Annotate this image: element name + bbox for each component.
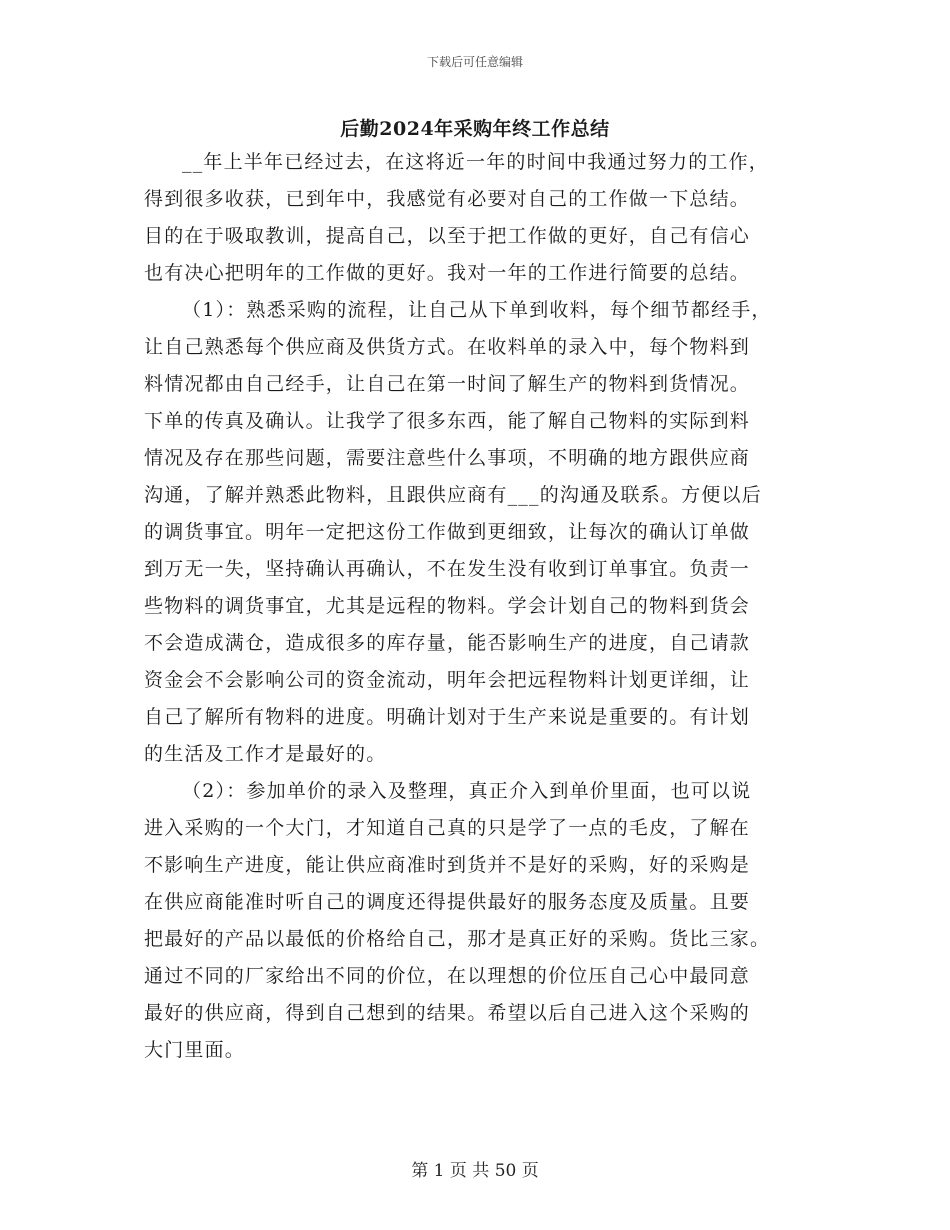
body-line: 情况及存在那些问题，需要注意些什么事项，不明确的地方跟供应商 [144, 447, 751, 469]
body-line: 目的在于吸取教训，提高自己，以至于把工作做的更好，自己有信心 [144, 225, 751, 247]
body-line: 的调货事宜。明年一定把这份工作做到更细致，让每次的确认订单做 [144, 521, 751, 543]
body-line: 大门里面。 [144, 1039, 246, 1061]
body-line: 也有决心把明年的工作做的更好。我对一年的工作进行简要的总结。 [144, 262, 751, 284]
document-title: 后勤2024年采购年终工作总结 [340, 118, 610, 140]
page-header-note: 下载后可任意编辑 [426, 55, 523, 69]
body-line: __年上半年已经过去，在这将近一年的时间中我通过努力的工作， [182, 151, 770, 173]
body-line: 下单的传真及确认。让我学了很多东西，能了解自己物料的实际到料 [144, 410, 751, 432]
body-line: 在供应商能准时听自己的调度还得提供最好的服务态度及质量。且要 [144, 891, 751, 913]
body-line: 的生活及工作才是最好的。 [144, 743, 387, 765]
body-line: 最好的供应商，得到自己想到的结果。希望以后自己进入这个采购的 [144, 1002, 751, 1024]
body-line: 不会造成满仓，造成很多的库存量，能否影响生产的进度，自己请款 [144, 632, 751, 654]
body-line: 些物料的调货事宜，尤其是远程的物料。学会计划自己的物料到货会 [144, 595, 751, 617]
body-line: （2）：参加单价的录入及整理，真正介入到单价里面，也可以说 [182, 780, 752, 802]
body-line: 到万无一失，坚持确认再确认，不在发生没有收到订单事宜。负责一 [144, 558, 751, 580]
body-line: 得到很多收获，已到年中，我感觉有必要对自己的工作做一下总结。 [144, 188, 751, 210]
body-line: （1）：熟悉采购的流程，让自己从下单到收料，每个细节都经手， [182, 299, 772, 321]
body-line: 沟通，了解并熟悉此物料，且跟供应商有___的沟通及联系。方便以后 [144, 484, 762, 506]
page-number: 第 1 页 共 50 页 [411, 1161, 539, 1181]
body-line: 进入采购的一个大门，才知道自己真的只是学了一点的毛皮，了解在 [144, 817, 751, 839]
body-line: 不影响生产进度，能让供应商准时到货并不是好的采购，好的采购是 [144, 854, 751, 876]
body-line: 通过不同的厂家给出不同的价位，在以理想的价位压自己心中最同意 [144, 965, 751, 987]
body-line: 让自己熟悉每个供应商及供货方式。在收料单的录入中，每个物料到 [144, 336, 751, 358]
body-line: 资金会不会影响公司的资金流动，明年会把远程物料计划更详细，让 [144, 669, 751, 691]
body-line: 自己了解所有物料的进度。明确计划对于生产来说是重要的。有计划 [144, 706, 751, 728]
body-line: 料情况都由自己经手，让自己在第一时间了解生产的物料到货情况。 [144, 373, 751, 395]
body-line: 把最好的产品以最低的价格给自己，那才是真正好的采购。货比三家。 [144, 928, 771, 950]
